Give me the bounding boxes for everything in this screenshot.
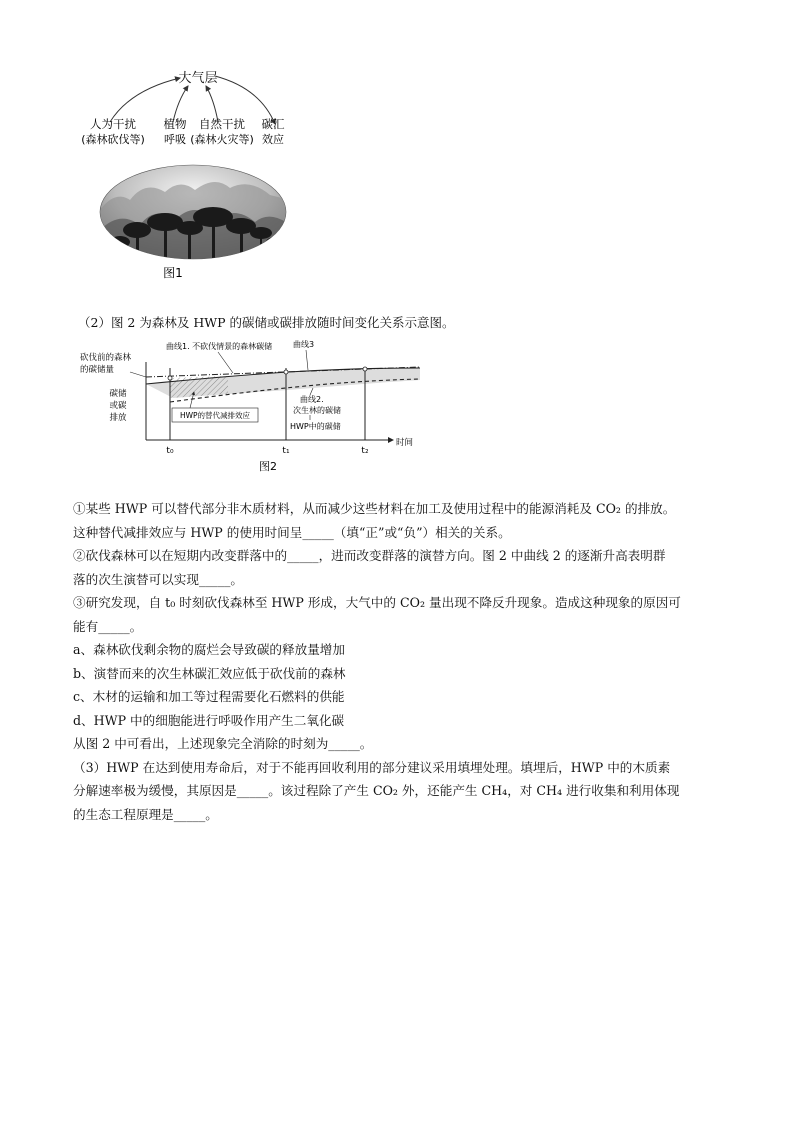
text-line: ③研究发现，自 t₀ 时刻砍伐森林至 HWP 形成，大气中的 CO₂ 量出现不降反升现象。造成这种现象的原因可: [73, 595, 681, 610]
forest-image: [100, 165, 290, 265]
text-line: ②砍伐森林可以在短期内改变群落中的_____，进而改变群落的演替方向。图 2 中曲线 2 的逐渐升高表明群: [73, 548, 666, 563]
label-human-disturbance-1: 人为干扰: [90, 117, 136, 131]
tick-t1: t₁: [282, 446, 290, 456]
y-label-1: 碳储: [109, 389, 127, 399]
figure-1-caption: 图1: [163, 266, 183, 280]
tick-t0: t₀: [166, 446, 174, 456]
label-plant-1: 植物: [163, 117, 187, 131]
text-line: 从图 2 中可看出，上述现象完全消除的时刻为_____。: [73, 736, 373, 751]
hwp-storage-label: HWP中的碳储: [290, 422, 341, 431]
option-b: b、演替而来的次生林碳汇效应低于砍伐前的森林: [73, 665, 346, 681]
label-human-disturbance-2: (森林砍伐等): [81, 133, 145, 146]
question-body: [73, 497, 733, 826]
curve-2-label-1: 曲线2.: [300, 395, 324, 404]
tick-t2: t₂: [361, 446, 369, 456]
text-line: 这种替代减排效应与 HWP 的使用时间呈_____（填“正”或“负”）相关的关系。: [73, 524, 511, 540]
marker-t2: [363, 367, 367, 371]
question-3-line: （3）HWP 在达到使用寿命后，对于不能再回收利用的部分建议采用填埋处理。填埋后，HWP 中的木质素: [73, 759, 671, 775]
label-natural-disturbance-2: (森林火灾等): [190, 133, 254, 146]
label-carbon-sink-1: 碳汇: [261, 117, 285, 131]
text-line: 分解速率极为缓慢，其原因是_____。该过程除了产生 CO₂ 外，还能产生 CH₄，对 CH₄ 进行收集和利用体现: [73, 783, 680, 798]
label-natural-disturbance-1: 自然干扰: [199, 117, 245, 131]
x-axis-label: 时间: [396, 438, 414, 448]
curve-2-pointer: [310, 388, 313, 395]
curve-1-pointer: [218, 352, 233, 373]
curve-2-label-2: 次生林的碳储: [293, 406, 341, 415]
curve-3-label: 曲线3: [293, 340, 315, 349]
text-line: 的生态工程原理是_____。: [73, 806, 218, 822]
text-line: ①某些 HWP 可以替代部分非木质材料，从而减少这些材料在加工及使用过程中的能源消耗及 CO₂ 的排放。: [73, 501, 676, 516]
substitution-label: HWP的替代减排效应: [179, 411, 251, 420]
option-a: a、森林砍伐剩余物的腐烂会导致碳的释放量增加: [73, 642, 345, 657]
label-plant-2: 呼吸: [164, 133, 186, 146]
label-before-1: 砍伐前的森林: [80, 353, 132, 363]
label-before-2: 的碳储量: [80, 365, 115, 375]
y-label-3: 排放: [109, 413, 127, 423]
marker-t1: [284, 370, 288, 374]
option-c: c、木材的运输和加工等过程需要化石燃料的供能: [73, 689, 345, 704]
y-label-2: 或碳: [109, 401, 127, 411]
question-2-intro: （2）图 2 为森林及 HWP 的碳储或碳排放随时间变化关系示意图。: [78, 315, 455, 330]
arrow-human-disturbance: [110, 78, 180, 122]
text-line: 落的次生演替可以实现_____。: [73, 571, 244, 587]
option-d: d、HWP 中的细胞能进行呼吸作用产生二氧化碳: [73, 712, 345, 728]
curve-1-label: 曲线1. 不砍伐情景的森林碳储: [166, 342, 273, 351]
atmosphere-label: 大气层: [178, 71, 218, 86]
before-pointer: [130, 372, 146, 377]
figure-1: [70, 60, 300, 285]
figure-2-caption: 图2: [259, 460, 277, 473]
text-line: 能有_____。: [73, 618, 143, 634]
label-carbon-sink-2: 效应: [262, 133, 284, 146]
curve-3-pointer: [306, 350, 308, 370]
figure-2: [78, 332, 428, 477]
marker-t0: [168, 376, 172, 380]
